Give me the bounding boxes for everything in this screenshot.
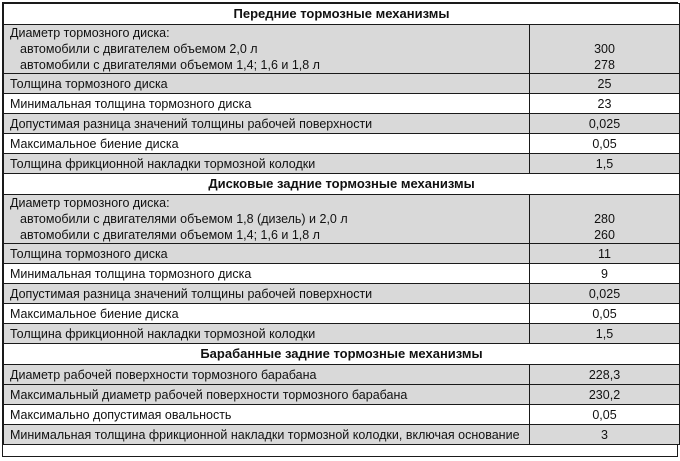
row-value: 1,5 [530, 324, 680, 344]
brake-spec-table [2, 2, 678, 457]
diameter-label: Диаметр тормозного диска: [10, 26, 170, 40]
row-label: Минимальная толщина тормозного диска [4, 264, 530, 284]
sub-row-label: автомобили с двигателями объемом 1,4; 1,6 и 1,8 л [20, 58, 320, 72]
row-label: Допустимая разница значений толщины рабочей поверхности [4, 284, 530, 304]
row-label: Минимальная толщина фрикционной накладки тормозной колодки, включая основание [4, 425, 530, 445]
diameter-label: Диаметр тормозного диска: [10, 196, 170, 210]
sub-row-label: автомобили с двигателем объемом 2,0 л [20, 42, 258, 56]
row-value: 3 [530, 425, 680, 445]
row-value [530, 195, 680, 244]
sub-row-label: автомобили с двигателями объемом 1,4; 1,6 и 1,8 л [20, 228, 320, 242]
row-label: Толщина тормозного диска [4, 74, 530, 94]
section-title: Барабанные задние тормозные механизмы [4, 344, 680, 365]
row-value: 0,05 [530, 304, 680, 324]
row-value: 0,05 [530, 134, 680, 154]
row-value: 0,05 [530, 405, 680, 425]
row-label: Максимальный диаметр рабочей поверхности тормозного барабана [4, 385, 530, 405]
row-value: 25 [530, 74, 680, 94]
section-title: Передние тормозные механизмы [4, 4, 680, 25]
sub-row-value: 260 [594, 228, 615, 242]
row-label: Диаметр рабочей поверхности тормозного барабана [4, 365, 530, 385]
row-label: Толщина фрикционной накладки тормозной колодки [4, 154, 530, 174]
row-value: 0,025 [530, 284, 680, 304]
row-value: 228,3 [530, 365, 680, 385]
row-label: Толщина фрикционной накладки тормозной колодки [4, 324, 530, 344]
row-label: Минимальная толщина тормозного диска [4, 94, 530, 114]
row-label: Максимально допустимая овальность [4, 405, 530, 425]
row-value: 1,5 [530, 154, 680, 174]
sub-row-value: 300 [594, 42, 615, 56]
row-label: Максимальное биение диска [4, 304, 530, 324]
row-value: 23 [530, 94, 680, 114]
row-value: 0,025 [530, 114, 680, 134]
row-label [4, 195, 530, 244]
sub-row-value: 280 [594, 212, 615, 226]
sub-row-value: 278 [594, 58, 615, 72]
section-title: Дисковые задние тормозные механизмы [4, 174, 680, 195]
row-value [530, 25, 680, 74]
row-label [4, 25, 530, 74]
row-value: 11 [530, 244, 680, 264]
sub-row-label: автомобили с двигателями объемом 1,8 (дизель) и 2,0 л [20, 212, 348, 226]
row-label: Допустимая разница значений толщины рабочей поверхности [4, 114, 530, 134]
row-value: 230,2 [530, 385, 680, 405]
row-label: Толщина тормозного диска [4, 244, 530, 264]
row-value: 9 [530, 264, 680, 284]
row-label: Максимальное биение диска [4, 134, 530, 154]
